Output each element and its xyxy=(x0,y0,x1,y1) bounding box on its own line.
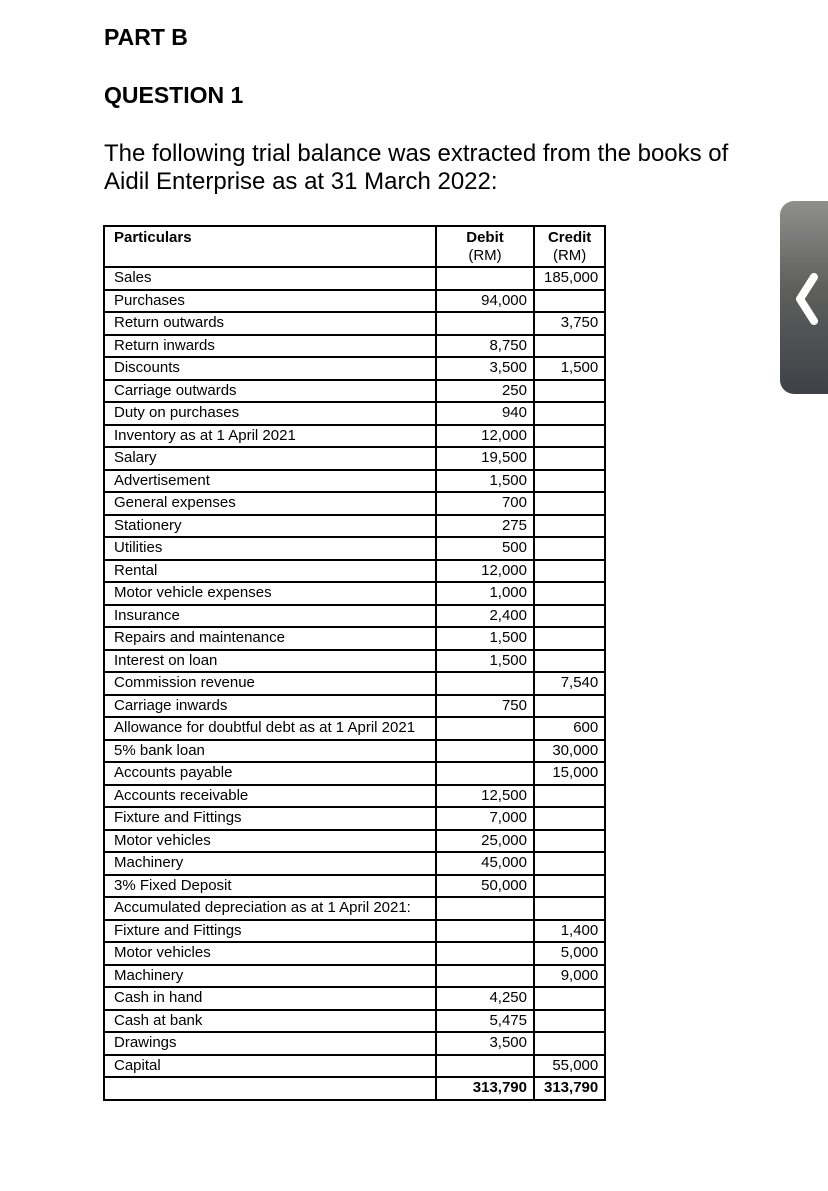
particular-cell: Accounts receivable xyxy=(104,785,436,808)
debit-cell: 45,000 xyxy=(436,852,534,875)
particular-cell: Machinery xyxy=(104,965,436,988)
particular-cell: Machinery xyxy=(104,852,436,875)
table-row xyxy=(104,425,605,448)
table-row xyxy=(104,447,605,470)
particular-cell: Inventory as at 1 April 2021 xyxy=(104,425,436,448)
particular-cell: Drawings xyxy=(104,1032,436,1055)
trial-balance-table xyxy=(103,225,606,1101)
debit-cell: 940 xyxy=(436,402,534,425)
table-row xyxy=(104,897,605,920)
debit-cell: 1,000 xyxy=(436,582,534,605)
credit-cell xyxy=(534,380,605,403)
credit-cell: 1,400 xyxy=(534,920,605,943)
table-row xyxy=(104,807,605,830)
table-row xyxy=(104,515,605,538)
particular-cell: Rental xyxy=(104,560,436,583)
table-row xyxy=(104,470,605,493)
particular-cell: Return inwards xyxy=(104,335,436,358)
debit-cell xyxy=(436,1055,534,1078)
particular-cell: Carriage inwards xyxy=(104,695,436,718)
credit-cell: 7,540 xyxy=(534,672,605,695)
particular-cell: Duty on purchases xyxy=(104,402,436,425)
particular-cell: Motor vehicle expenses xyxy=(104,582,436,605)
table-row xyxy=(104,312,605,335)
particular-cell: Fixture and Fittings xyxy=(104,920,436,943)
credit-cell: 3,750 xyxy=(534,312,605,335)
particular-cell: Return outwards xyxy=(104,312,436,335)
particular-cell: Accumulated depreciation as at 1 April 2021: xyxy=(104,897,436,920)
table-row xyxy=(104,537,605,560)
credit-cell xyxy=(534,515,605,538)
credit-cell xyxy=(534,492,605,515)
credit-cell xyxy=(534,785,605,808)
credit-cell xyxy=(534,695,605,718)
table-row xyxy=(104,987,605,1010)
particular-cell: 5% bank loan xyxy=(104,740,436,763)
credit-cell: 9,000 xyxy=(534,965,605,988)
particular-cell: Discounts xyxy=(104,357,436,380)
debit-cell xyxy=(436,740,534,763)
credit-cell xyxy=(534,1032,605,1055)
table-row xyxy=(104,380,605,403)
debit-cell: 7,000 xyxy=(436,807,534,830)
credit-cell: 1,500 xyxy=(534,357,605,380)
debit-cell: 19,500 xyxy=(436,447,534,470)
table-row xyxy=(104,492,605,515)
particular-cell: General expenses xyxy=(104,492,436,515)
table-row xyxy=(104,965,605,988)
debit-cell xyxy=(436,312,534,335)
debit-cell: 1,500 xyxy=(436,627,534,650)
particular-cell: Interest on loan xyxy=(104,650,436,673)
particular-cell: Advertisement xyxy=(104,470,436,493)
table-row xyxy=(104,920,605,943)
table-row xyxy=(104,1032,605,1055)
debit-cell: 12,500 xyxy=(436,785,534,808)
particular-cell: Stationery xyxy=(104,515,436,538)
debit-cell xyxy=(436,672,534,695)
debit-cell xyxy=(436,942,534,965)
credit-header-label: Credit xyxy=(547,229,592,246)
particular-cell: Fixture and Fittings xyxy=(104,807,436,830)
credit-cell xyxy=(534,470,605,493)
trial-balance-body xyxy=(104,267,605,1100)
debit-header xyxy=(436,226,534,267)
particular-cell: Purchases xyxy=(104,290,436,313)
debit-cell: 2,400 xyxy=(436,605,534,628)
debit-total-cell: 313,790 xyxy=(436,1077,534,1100)
particular-cell: Utilities xyxy=(104,537,436,560)
debit-cell xyxy=(436,762,534,785)
particular-cell: Cash in hand xyxy=(104,987,436,1010)
debit-cell: 3,500 xyxy=(436,1032,534,1055)
debit-cell: 94,000 xyxy=(436,290,534,313)
particular-cell: Carriage outwards xyxy=(104,380,436,403)
credit-cell xyxy=(534,582,605,605)
table-row xyxy=(104,785,605,808)
table-row xyxy=(104,650,605,673)
debit-cell: 12,000 xyxy=(436,425,534,448)
particular-cell: Accounts payable xyxy=(104,762,436,785)
debit-cell: 50,000 xyxy=(436,875,534,898)
credit-total-cell: 313,790 xyxy=(534,1077,605,1100)
credit-cell xyxy=(534,987,605,1010)
credit-cell: 600 xyxy=(534,717,605,740)
particulars-header: Particulars xyxy=(104,226,436,267)
particular-cell: Cash at bank xyxy=(104,1010,436,1033)
table-row xyxy=(104,830,605,853)
debit-header-label: Debit xyxy=(466,229,504,246)
part-title: PART B xyxy=(104,24,188,50)
credit-cell xyxy=(534,605,605,628)
question-title: QUESTION 1 xyxy=(104,82,244,108)
totals-row xyxy=(104,1077,605,1100)
debit-cell: 4,250 xyxy=(436,987,534,1010)
table-row xyxy=(104,740,605,763)
debit-cell xyxy=(436,267,534,290)
credit-cell xyxy=(534,627,605,650)
table-row xyxy=(104,560,605,583)
debit-cell: 5,475 xyxy=(436,1010,534,1033)
particular-cell: 3% Fixed Deposit xyxy=(104,875,436,898)
credit-cell: 55,000 xyxy=(534,1055,605,1078)
table-row xyxy=(104,762,605,785)
credit-cell xyxy=(534,852,605,875)
particular-cell: Allowance for doubtful debt as at 1 April 2021 xyxy=(104,717,436,740)
credit-cell xyxy=(534,560,605,583)
table-row xyxy=(104,1055,605,1078)
table-row xyxy=(104,1010,605,1033)
debit-cell: 700 xyxy=(436,492,534,515)
particular-cell: Capital xyxy=(104,1055,436,1078)
credit-cell xyxy=(534,402,605,425)
table-row xyxy=(104,875,605,898)
debit-cell xyxy=(436,920,534,943)
debit-cell: 8,750 xyxy=(436,335,534,358)
table-row xyxy=(104,672,605,695)
credit-cell xyxy=(534,425,605,448)
debit-cell: 3,500 xyxy=(436,357,534,380)
credit-cell: 185,000 xyxy=(534,267,605,290)
particular-cell: Motor vehicles xyxy=(104,830,436,853)
particular-cell: Salary xyxy=(104,447,436,470)
particular-cell: Insurance xyxy=(104,605,436,628)
debit-cell xyxy=(436,717,534,740)
table-row xyxy=(104,627,605,650)
debit-cell xyxy=(436,897,534,920)
table-row xyxy=(104,942,605,965)
particular-cell: Motor vehicles xyxy=(104,942,436,965)
table-row xyxy=(104,290,605,313)
debit-cell: 25,000 xyxy=(436,830,534,853)
credit-header-unit: (RM) xyxy=(552,247,587,264)
credit-cell xyxy=(534,335,605,358)
totals-label-cell xyxy=(104,1077,436,1100)
credit-cell xyxy=(534,290,605,313)
credit-cell: 5,000 xyxy=(534,942,605,965)
table-row xyxy=(104,717,605,740)
debit-cell: 1,500 xyxy=(436,470,534,493)
table-row xyxy=(104,335,605,358)
debit-cell: 750 xyxy=(436,695,534,718)
intro-paragraph: The following trial balance was extracted from the books of Aidil Enterprise as at 31 March 2022: xyxy=(104,140,729,195)
table-row xyxy=(104,267,605,290)
credit-cell xyxy=(534,897,605,920)
table-header-row xyxy=(104,226,605,267)
chevron-left-icon xyxy=(790,271,828,327)
credit-header xyxy=(534,226,605,267)
debit-cell: 12,000 xyxy=(436,560,534,583)
debit-cell: 1,500 xyxy=(436,650,534,673)
table-row xyxy=(104,582,605,605)
particular-cell: Repairs and maintenance xyxy=(104,627,436,650)
debit-header-unit: (RM) xyxy=(468,247,502,264)
particular-cell: Commission revenue xyxy=(104,672,436,695)
table-row xyxy=(104,852,605,875)
table-row xyxy=(104,695,605,718)
credit-cell: 30,000 xyxy=(534,740,605,763)
credit-cell xyxy=(534,650,605,673)
credit-cell xyxy=(534,807,605,830)
credit-cell xyxy=(534,875,605,898)
credit-cell xyxy=(534,447,605,470)
debit-cell: 250 xyxy=(436,380,534,403)
debit-cell xyxy=(436,965,534,988)
credit-cell xyxy=(534,537,605,560)
table-row xyxy=(104,402,605,425)
debit-cell: 500 xyxy=(436,537,534,560)
debit-cell: 275 xyxy=(436,515,534,538)
credit-cell: 15,000 xyxy=(534,762,605,785)
side-panel-tab[interactable] xyxy=(780,201,828,394)
particular-cell: Sales xyxy=(104,267,436,290)
credit-cell xyxy=(534,830,605,853)
table-row xyxy=(104,357,605,380)
credit-cell xyxy=(534,1010,605,1033)
table-row xyxy=(104,605,605,628)
